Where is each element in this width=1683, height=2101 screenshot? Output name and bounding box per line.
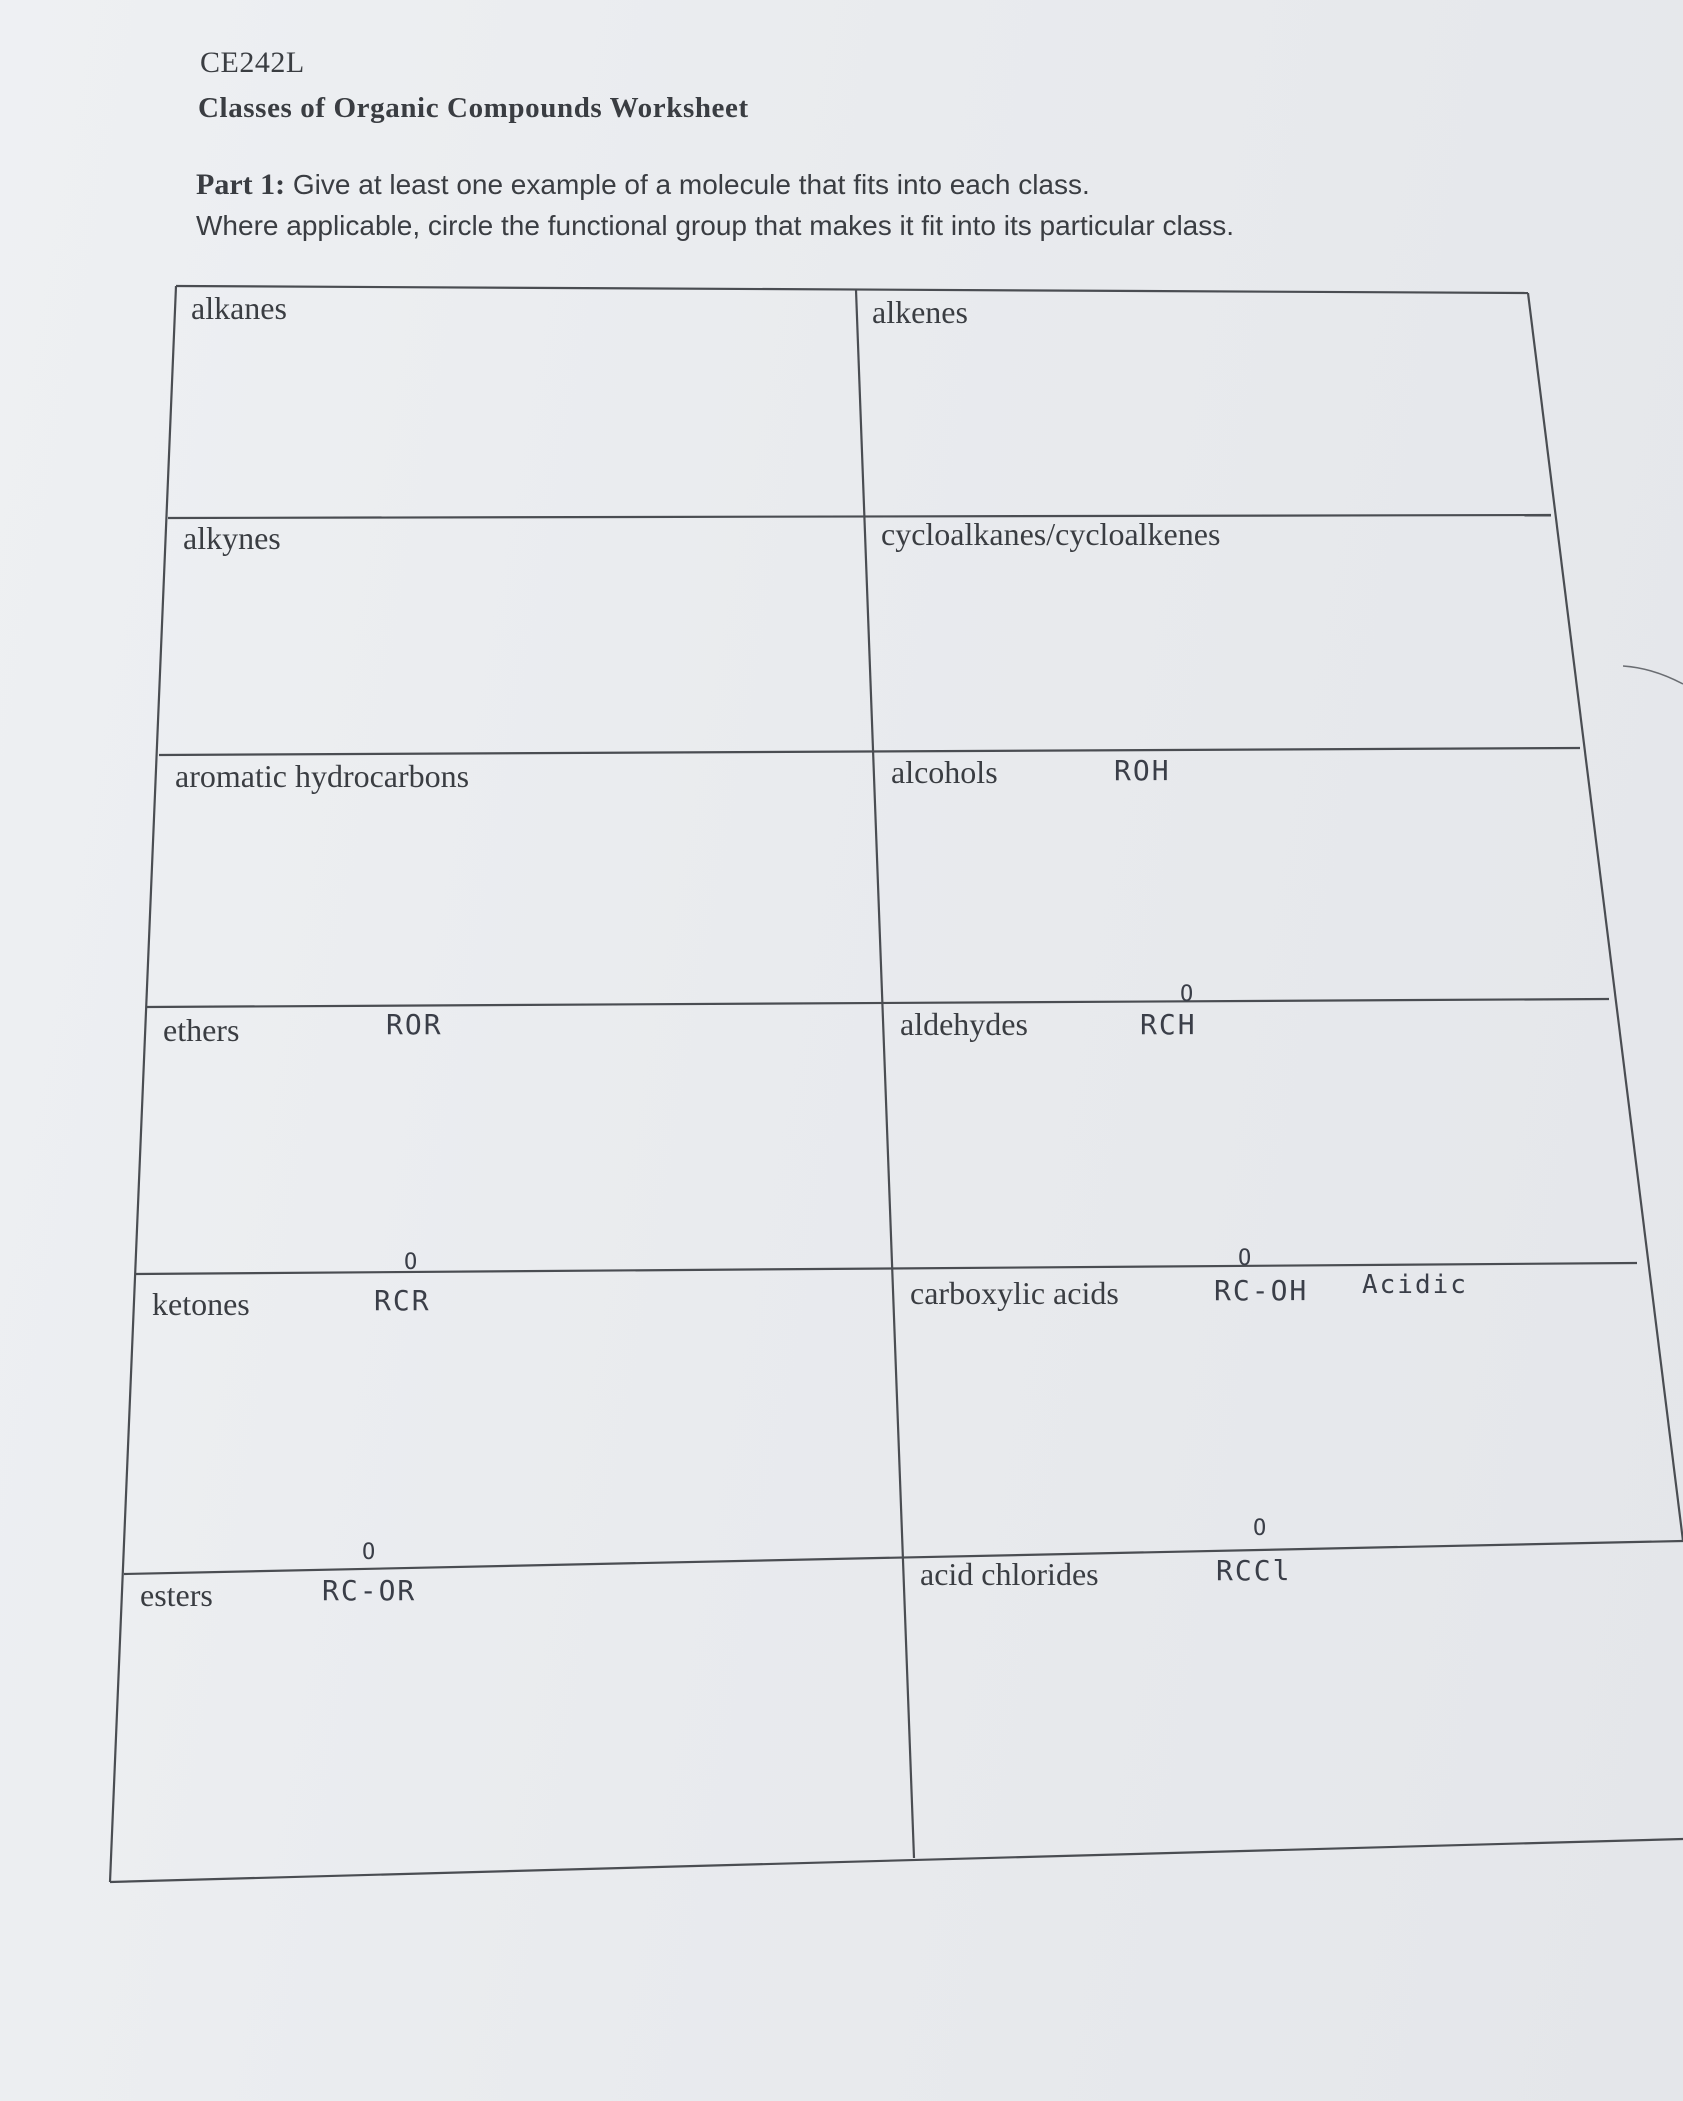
grid-line-right [1528, 293, 1683, 1541]
class-label-aromatic: aromatic hydrocarbons [175, 758, 470, 794]
class-label-alkanes: alkanes [191, 290, 287, 326]
carbonyl-oxygen-acid: O [1238, 1246, 1252, 1271]
grid-line-row1 [168, 515, 1551, 518]
instruction-line-2: Where applicable, circle the functional group that makes it fit into its particular class. [196, 210, 1235, 241]
class-label-ethers: ethers [163, 1012, 240, 1048]
class-label-alkenes: alkenes [872, 294, 968, 330]
grid-line-row3 [147, 999, 1609, 1007]
page-edge-mark [1623, 660, 1683, 690]
carbonyl-oxygen-acid-chloride: O [1253, 1516, 1267, 1541]
worksheet-title: Classes of Organic Compounds Worksheet [198, 92, 749, 124]
carbonyl-oxygen-ketone: O [404, 1250, 418, 1275]
answer-esters: RC-OR [322, 1574, 417, 1607]
part-label: Part 1: [196, 168, 286, 201]
instruction-text-1: Give at least one example of a molecule that fits into each class. [292, 169, 1090, 200]
grid-line-bottom [110, 1839, 1683, 1882]
grid-line-row2 [159, 748, 1580, 755]
carbonyl-oxygen-aldehyde: O [1180, 982, 1194, 1007]
note-carboxylic-acids: Acidic [1362, 1270, 1468, 1300]
answer-aldehydes: RCH [1140, 1008, 1197, 1041]
class-label-acid-chlorides: acid chlorides [920, 1556, 1099, 1592]
answer-ketones: RCR [374, 1284, 431, 1317]
grid-line-left [110, 286, 176, 1882]
answer-acid-chlorides: RCCl [1216, 1554, 1292, 1587]
class-label-esters: esters [140, 1577, 213, 1613]
answer-alcohols: ROH [1114, 754, 1171, 787]
class-label-ketones: ketones [152, 1286, 250, 1322]
class-label-alcohols: alcohols [891, 754, 998, 790]
class-label-carboxylic-acids: carboxylic acids [910, 1275, 1119, 1311]
answer-carboxylic-acids: RC-OH [1214, 1274, 1309, 1307]
course-code: CE242L [200, 46, 305, 79]
class-label-aldehydes: aldehydes [900, 1006, 1028, 1042]
class-label-alkynes: alkynes [183, 520, 281, 556]
grid-line-top [176, 286, 1528, 293]
answer-ethers: ROR [386, 1008, 443, 1041]
carbonyl-oxygen-ester: O [362, 1540, 376, 1565]
class-label-cycloalkanes: cycloalkanes/cycloalkenes [881, 516, 1221, 552]
